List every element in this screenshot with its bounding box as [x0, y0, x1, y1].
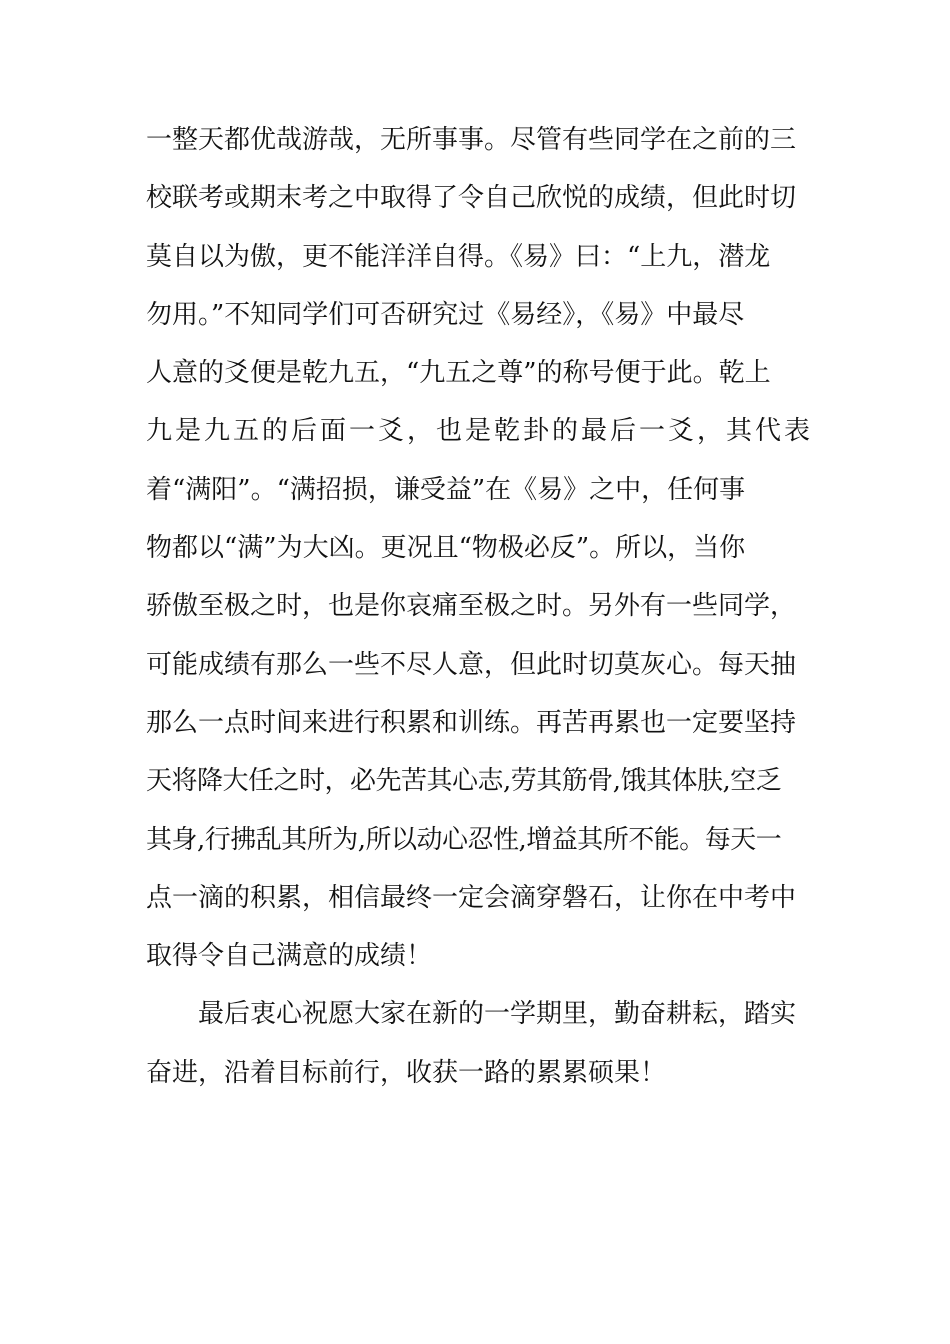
- text-line: 勿用。”不知同学们可否研究过《易经》，《易》中最尽: [146, 299, 745, 330]
- text-line: 点一滴的积累，相信最终一定会滴穿磐石，让你在中考中: [146, 882, 797, 913]
- text-line: 莫自以为傲，更不能洋洋自得。《易》曰：“上九，潜龙: [146, 241, 771, 272]
- text-line: 物都以“满”为大凶。更况且“物极必反”。所以，当你: [146, 533, 746, 564]
- text-line: 着“满阳”。“满招损，谦受益”在《易》之中，任何事: [146, 474, 746, 505]
- text-line: 可能成绩有那么一些不尽人意，但此时切莫灰心。每天抽: [146, 649, 797, 680]
- text-line: 奋进，沿着目标前行，收获一路的累累硕果！: [146, 1057, 667, 1088]
- text-line: 九是九五的后面一爻，也是乾卦的最后一爻，其代表: [146, 416, 814, 447]
- body-text: [146, 118, 816, 1109]
- text-line: 那么一点时间来进行积累和训练。再苦再累也一定要坚持: [146, 707, 797, 738]
- text-line: 其身,行拂乱其所为,所以动心忍性,增益其所不能。每天一: [146, 824, 782, 855]
- text-line: 骄傲至极之时，也是你哀痛至极之时。另外有一些同学，: [146, 591, 797, 622]
- text-line: 取得令自己满意的成绩！: [146, 941, 433, 972]
- text-line: 校联考或期末考之中取得了令自己欣悦的成绩，但此时切: [146, 183, 797, 214]
- text-line: 人意的爻便是乾九五，“九五之尊”的称号便于此。乾上: [146, 358, 771, 389]
- text-line: 一整天都优哉游哉，无所事事。尽管有些同学在之前的三: [146, 125, 797, 155]
- text-line: 最后衷心祝愿大家在新的一学期里，勤奋耕耘，踏实: [198, 999, 797, 1030]
- text-line: 天将降大任之时，必先苦其心志,劳其筋骨,饿其体肤,空乏: [146, 766, 782, 797]
